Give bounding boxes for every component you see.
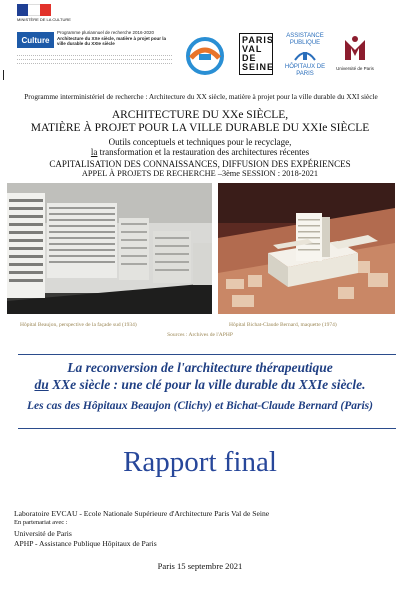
universite-de-paris-text: Université de Paris — [336, 66, 374, 71]
caption-bichat: Hôpital Bichat-Claude Bernard, maquette (1974) — [229, 322, 337, 328]
partnership-label: En partenariat avec : — [14, 519, 68, 526]
culture-programme-text: Programme pluriannuel de recherche 2016-2020 Architecture du XXe siècle, matière à projet pour la ville durable du XXIe siècle — [57, 30, 167, 46]
report-date: Paris 15 septembre 2021 — [157, 561, 243, 571]
republique-text: MINISTÈRE DE LA CULTURE — [17, 17, 71, 22]
beaujon-facade-photo — [7, 183, 212, 314]
subtitle-line-3: CAPITALISATION DES CONNAISSANCES, DIFFUSION DES EXPÉRIENCES — [49, 159, 351, 169]
report-heading-line-2: du XXe siècle : une clé pour la ville durable du XXIe siècle. — [34, 377, 366, 392]
title-line-1: ARCHITECTURE DU XXe SIÈCLE, — [111, 109, 289, 121]
caption-beaujon: Hôpital Beaujon, perspective de la façade sud (1934) — [20, 322, 137, 328]
divider-bottom — [18, 428, 396, 429]
aphp-logo-bottom: HÔPITAUX DE PARIS — [284, 64, 326, 77]
paris-val-de-seine-logo: PARIS VAL DE SEINE — [239, 33, 273, 77]
culture-sub-text — [17, 52, 172, 64]
rapport-final-title: Rapport final — [123, 446, 277, 478]
report-heading-line-1: La reconversion de l'architecture thérapeutique — [67, 360, 333, 375]
subtitle-line-1: Outils conceptuels et techniques pour le recyclage, — [108, 137, 292, 147]
subtitle-line-2: la transformation et la restauration des architectures récentes — [90, 147, 310, 157]
research-program-logo-icon — [183, 36, 227, 80]
partner-aphp: APHP - Assistance Publique Hôpitaux de Paris — [14, 539, 157, 548]
aphp-emblem-icon — [293, 48, 317, 62]
culture-logo: Culture — [17, 32, 54, 48]
bichat-model-photo — [218, 183, 395, 314]
report-heading-cases: Les cas des Hôpitaux Beaujon (Clichy) et Bichat-Claude Bernard (Paris) — [27, 400, 373, 412]
divider-top — [18, 354, 396, 355]
laboratory-line: Laboratoire EVCAU - Ecole Nationale Supérieure d'Architecture Paris Val de Seine — [14, 509, 270, 518]
caption-sources: Sources : Archives de l'APHP — [167, 332, 233, 338]
aphp-logo-top: ASSISTANCE PUBLIQUE — [286, 33, 324, 46]
subtitle-line-4: APPEL À PROJETS DE RECHERCHE –3ème SESSION : 2018-2021 — [81, 169, 319, 178]
text-cursor — [3, 70, 4, 80]
universite-de-paris-emblem-icon — [341, 34, 369, 64]
programme-line: Programme interministériel de recherche : Architecture du XX siècle, matière à projet pour la ville durable du XXI siècle — [24, 92, 378, 101]
partner-university: Université de Paris — [14, 529, 72, 538]
republique-francaise-flag-icon — [17, 4, 51, 16]
title-line-2: MATIÈRE À PROJET POUR LA VILLE DURABLE DU XXIe SIÈCLE — [30, 122, 370, 134]
